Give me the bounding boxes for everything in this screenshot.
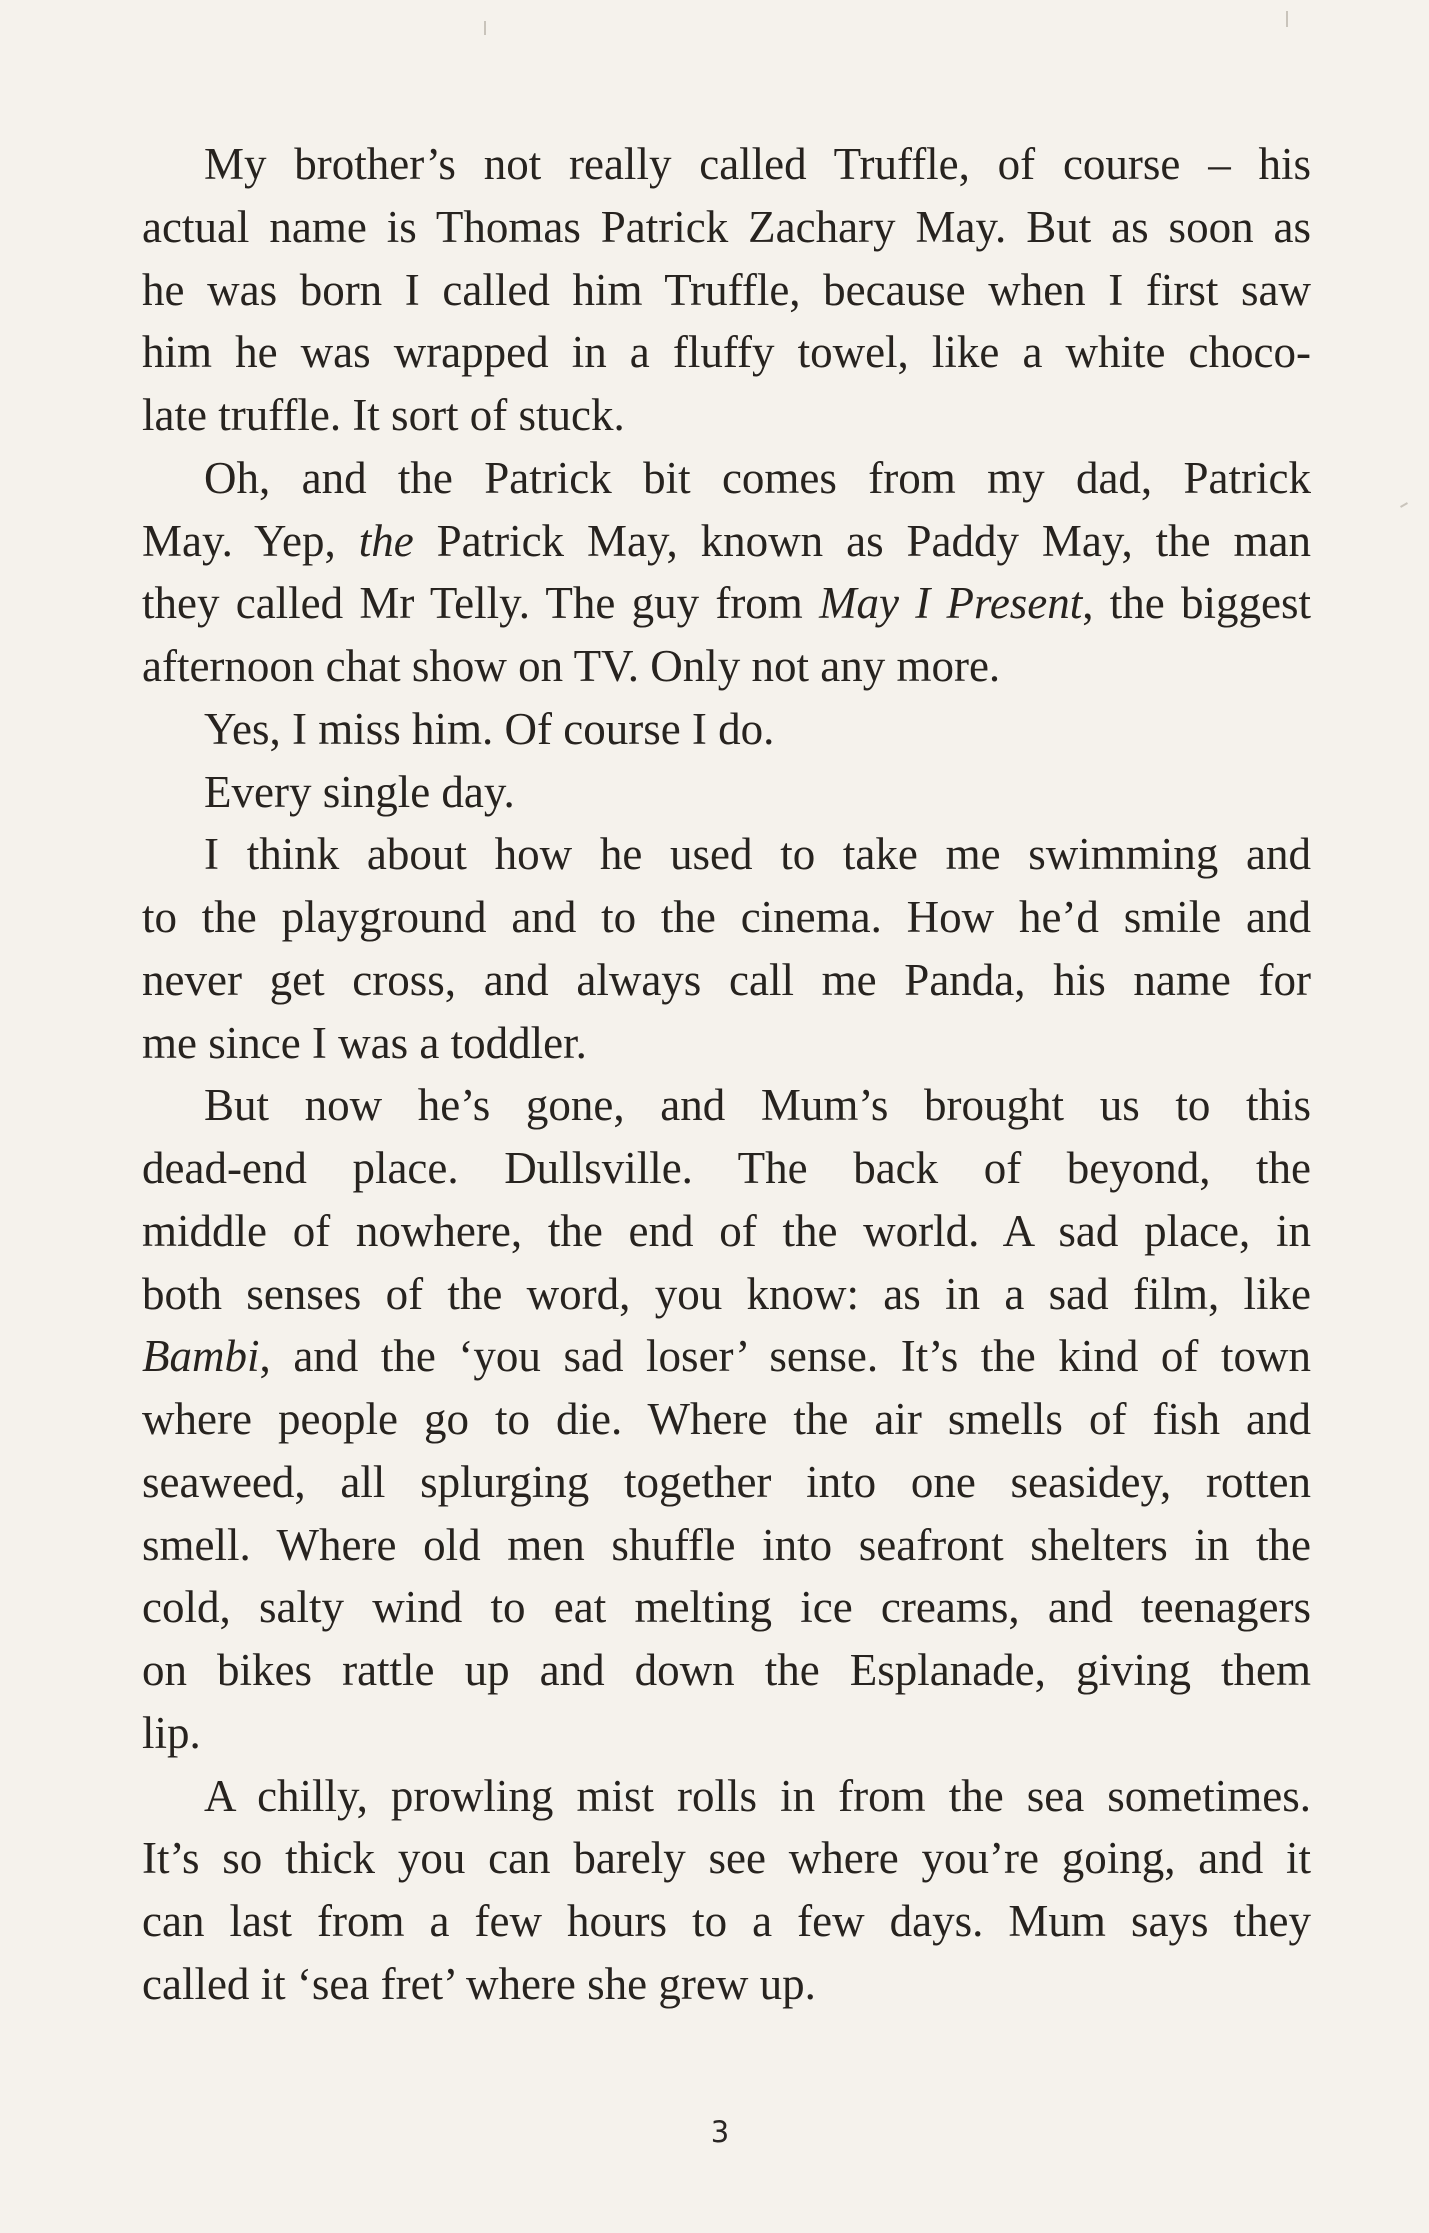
italic-text: Bambi (142, 1331, 260, 1382)
paragraph (142, 1765, 1311, 2016)
text-line: actual name is Thomas Patrick Zachary May. But as soon as (142, 201, 1311, 252)
paragraph (142, 1074, 1311, 1764)
text-line: Every single day. (204, 766, 515, 817)
text-line: smell. Where old men shuffle into seafront shelters in the (142, 1519, 1311, 1570)
text-line: Oh, and the Patrick bit comes from my dad, Patrick (204, 452, 1311, 503)
text-line (142, 510, 1311, 573)
scan-artifact (1286, 11, 1288, 27)
scan-artifact (1400, 502, 1408, 508)
text-line: It’s so thick you can barely see where you’re going, and it (142, 1833, 1311, 1884)
text-line: But now he’s gone, and Mum’s brought us to this (204, 1080, 1311, 1131)
page-number: 3 (710, 2115, 730, 2149)
text-line: afternoon chat show on TV. Only not any more. (142, 641, 1001, 691)
text-line: A chilly, prowling mist rolls in from the sea sometimes. (204, 1770, 1311, 1821)
text-line (142, 572, 1311, 635)
text-line: middle of nowhere, the end of the world. A sad place, in (142, 1205, 1311, 1256)
body-text (142, 133, 1311, 2016)
text-line: lip. (142, 1707, 201, 1758)
text-run: they called Mr Telly. The guy from (142, 578, 820, 629)
text-line: My brother’s not really called Truffle, of course – his (204, 139, 1311, 189)
italic-text: May I Present (819, 578, 1083, 629)
paragraph (142, 761, 1311, 824)
text-line: Yes, I miss him. Of course I do. (204, 703, 775, 754)
text-run: Patrick May, known as Paddy May, the man (413, 515, 1311, 566)
italic-text: the (358, 515, 414, 566)
text-line: cold, salty wind to eat melting ice creams, and teenagers (142, 1582, 1311, 1633)
text-line: both senses of the word, you know: as in a sad film, like (142, 1268, 1311, 1319)
text-line: on bikes rattle up and down the Esplanade, giving them (142, 1645, 1311, 1695)
text-line: I think about how he used to take me swimming and (204, 829, 1311, 880)
text-line: him he was wrapped in a fluffy towel, like a white choco- (142, 327, 1311, 378)
text-line: called it ‘sea fret’ where she grew up. (142, 1958, 816, 2009)
text-line: where people go to die. Where the air smells of fish and (142, 1394, 1311, 1444)
paragraph (142, 698, 1311, 761)
text-run: , the biggest (1082, 578, 1311, 629)
paragraph (142, 133, 1311, 447)
text-line: me since I was a toddler. (142, 1017, 587, 1068)
scan-artifact (484, 21, 486, 35)
text-line: seaweed, all splurging together into one seasidey, rotten (142, 1456, 1311, 1507)
text-line: to the playground and to the cinema. How he’d smile and (142, 892, 1311, 942)
paragraph (142, 447, 1311, 698)
text-run: , and the ‘you sad loser’ sense. It’s the kind of town (259, 1331, 1311, 1382)
paragraph (142, 823, 1311, 1074)
text-line: he was born I called him Truffle, because when I first saw (142, 264, 1311, 315)
text-run: May. Yep, (142, 515, 359, 566)
text-line: dead-end place. Dullsville. The back of beyond, the (142, 1143, 1311, 1193)
text-line: never get cross, and always call me Panda, his name for (142, 954, 1311, 1005)
text-line: late truffle. It sort of stuck. (142, 390, 625, 440)
text-line (142, 1325, 1311, 1388)
text-line: can last from a few hours to a few days. Mum says they (142, 1896, 1311, 1946)
